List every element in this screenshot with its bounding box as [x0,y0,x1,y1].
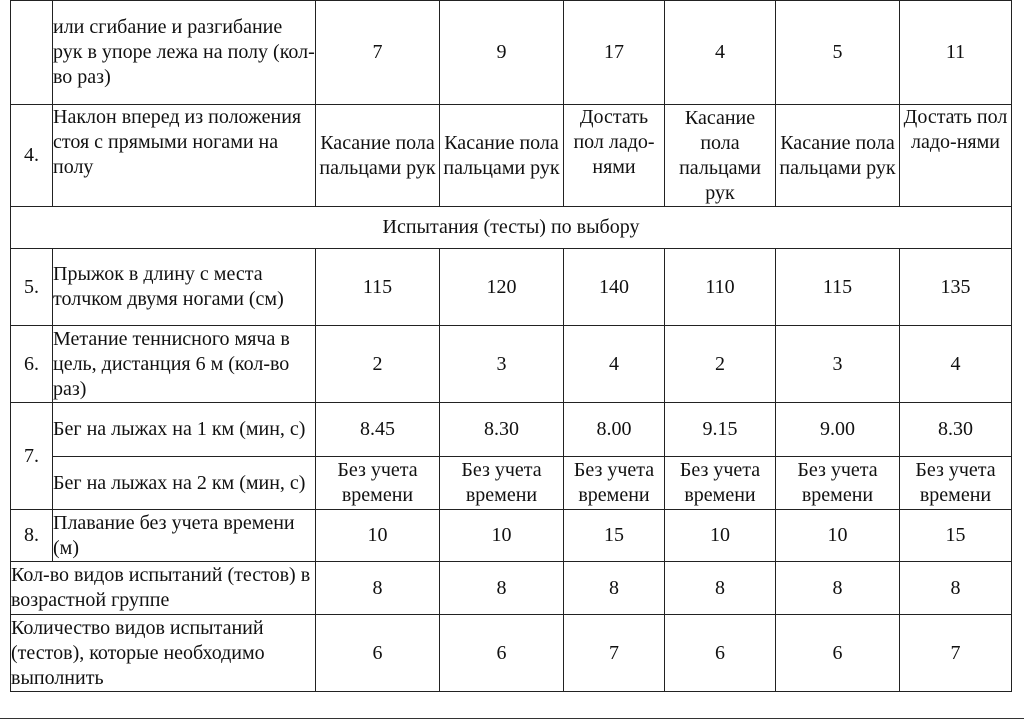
norm-value: 4 [665,1,776,105]
table-row [11,403,1012,457]
section-row [11,207,1012,249]
section-title: Испытания (тесты) по выбору [11,207,1012,249]
page-divider [0,718,1024,719]
table-row [11,1,1012,105]
norm-value: 2 [665,326,776,403]
norm-value: 15 [900,510,1012,562]
norm-value: Достать пол ладо-нями [564,105,665,207]
table-row [11,249,1012,326]
norm-value: 7 [564,615,665,692]
norm-value: 7 [900,615,1012,692]
norm-value: Касание пола пальцами рук [665,105,776,207]
norm-value: 10 [440,510,564,562]
norm-value: Без учета времени [665,457,776,510]
norm-value: Без учета времени [900,457,1012,510]
norm-value: 8.00 [564,403,665,457]
norm-value: 8 [440,562,564,615]
test-name: Наклон вперед из положения стоя с прямыми ногами на полу [53,105,316,207]
norm-value: 9.00 [776,403,900,457]
test-name: Прыжок в длину с места толчком двумя ногами (см) [53,249,316,326]
norm-value: 3 [776,326,900,403]
row-number: 8. [11,510,53,562]
norm-value: 11 [900,1,1012,105]
norm-value: 7 [316,1,440,105]
test-name: Метание теннисного мяча в цель, дистанция 6 м (кол-во раз) [53,326,316,403]
row-number: 6. [11,326,53,403]
norm-value: 8 [564,562,665,615]
row-number [11,1,53,105]
norm-value: 10 [316,510,440,562]
row-number: 7. [11,403,53,510]
norm-value: 135 [900,249,1012,326]
norm-value: 140 [564,249,665,326]
norm-value: 2 [316,326,440,403]
norm-value: 8 [776,562,900,615]
norm-value: 6 [665,615,776,692]
test-name: или сгибание и разгибание рук в упоре лежа на полу (кол-во раз) [53,1,316,105]
norm-value: 115 [316,249,440,326]
norm-value: 4 [564,326,665,403]
norm-value: 8 [900,562,1012,615]
table-row [11,457,1012,510]
norm-value: 8 [316,562,440,615]
norm-value: 120 [440,249,564,326]
norm-value: 6 [776,615,900,692]
norm-value: 3 [440,326,564,403]
row-number: 5. [11,249,53,326]
table-row [11,326,1012,403]
norm-value: Касание пола пальцами рук [776,105,900,207]
standards-table [10,0,1012,692]
norm-value: Без учета времени [776,457,900,510]
table-row [11,510,1012,562]
norm-value: 10 [776,510,900,562]
norm-value: 8 [665,562,776,615]
norm-value: 6 [440,615,564,692]
summary-row [11,615,1012,692]
norm-value: Без учета времени [440,457,564,510]
norm-value: 8.45 [316,403,440,457]
norm-value: 17 [564,1,665,105]
row-number: 4. [11,105,53,207]
summary-row [11,562,1012,615]
norm-value: Достать пол ладо-нями [900,105,1012,207]
test-name: Бег на лыжах на 1 км (мин, с) [53,403,316,457]
norm-value: 6 [316,615,440,692]
norm-value: 8.30 [900,403,1012,457]
norm-value: Без учета времени [316,457,440,510]
norm-value: 15 [564,510,665,562]
norm-value: 8.30 [440,403,564,457]
norm-value: 115 [776,249,900,326]
test-name: Бег на лыжах на 2 км (мин, с) [53,457,316,510]
test-name: Плавание без учета времени (м) [53,510,316,562]
table-row [11,105,1012,207]
norm-value: 10 [665,510,776,562]
norm-value: 9 [440,1,564,105]
norm-value: 9.15 [665,403,776,457]
norm-value: Касание пола пальцами рук [316,105,440,207]
summary-label: Кол-во видов испытаний (тестов) в возрастной группе [11,562,316,615]
norm-value: 4 [900,326,1012,403]
norm-value: Без учета времени [564,457,665,510]
norm-value: 110 [665,249,776,326]
norm-value: 5 [776,1,900,105]
norm-value: Касание пола пальцами рук [440,105,564,207]
summary-label: Количество видов испытаний (тестов), которые необходимо выполнить [11,615,316,692]
